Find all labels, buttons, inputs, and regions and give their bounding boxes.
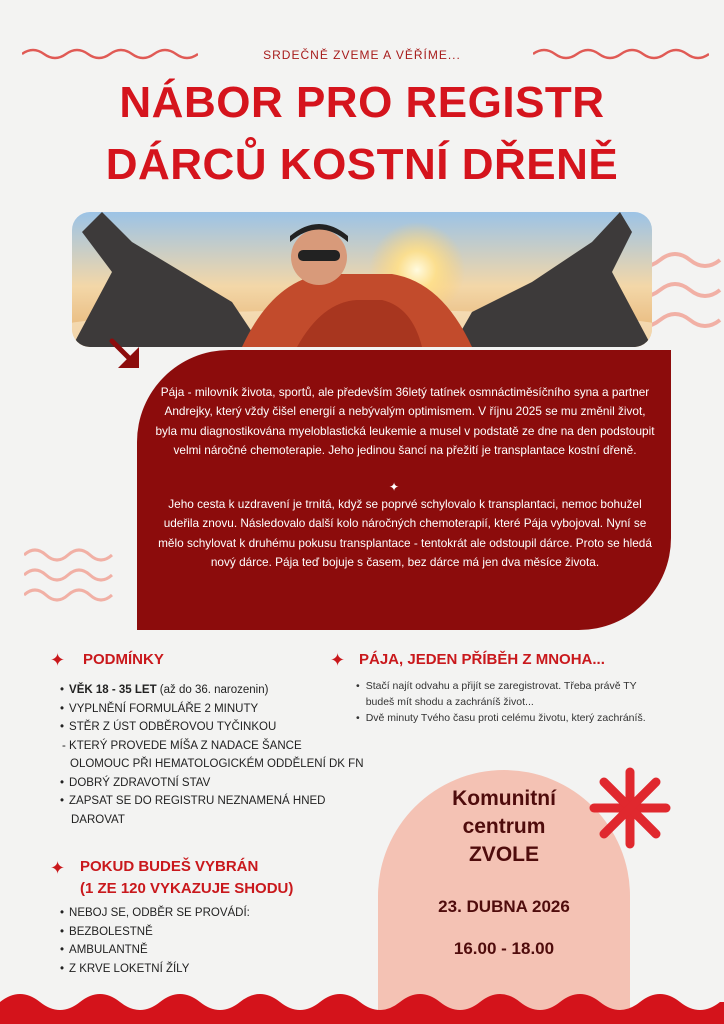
wave-decoration-icon xyxy=(0,980,724,1024)
list-item: • AMBULANTNĚ xyxy=(60,941,360,960)
conditions-heading: PODMÍNKY xyxy=(83,651,164,668)
list-note: OLOMOUC PŘI HEMATOLOGICKÉM ODDĚLENÍ DK FN xyxy=(70,758,364,770)
selected-heading-line1: POKUD BUDEŠ VYBRÁN xyxy=(80,858,259,875)
wave-decoration-icon xyxy=(24,545,114,607)
list-item: • Stačí najít odvahu a přijít se zaregistrovat. Třeba právě TY budeš mít shodu a zachráníš život... xyxy=(356,680,637,708)
sparkle-icon: ✦ xyxy=(389,480,400,494)
page-title-line2: DÁRCŮ KOSTNÍ DŘENĚ xyxy=(105,140,619,189)
selected-list xyxy=(60,904,360,978)
event-date: 23. DUBNA 2026 xyxy=(438,897,570,916)
story-side-heading: PÁJA, JEDEN PŘÍBĚH Z MNOHA... xyxy=(359,651,605,668)
sparkle-icon: ✦ xyxy=(50,858,66,878)
list-item: • NEBOJ SE, ODBĚR SE PROVÁDÍ: xyxy=(60,904,360,923)
list-item: • Z KRVE LOKETNÍ ŽÍLY xyxy=(60,960,360,979)
sparkle-icon: ✦ xyxy=(330,650,346,670)
page-title-line1: NÁBOR PRO REGISTR xyxy=(119,78,605,127)
event-time: 16.00 - 18.00 xyxy=(453,939,555,958)
story-paragraph-2: Jeho cesta k uzdravení je trnitá, když se poprvé schylovalo k transplantaci, nemoc bohužel udeřila znovu. Následovalo další kolo náročných chemoterapií, které Pája vybojoval. Nyní se mělo schylovat k druhému pokusu transplantace - tentokrát ale odstoupil dárce. Proto se hledá nový dárce. Pája teď bojuje s časem, bez dárce má jen dva měsíce života. xyxy=(158,497,652,570)
sparkle-icon: ✦ xyxy=(50,650,66,670)
list-item: • Dvě minuty Tvého času proti celému životu, který zachráníš. xyxy=(356,712,646,724)
age-requirement: VĚK 18 - 35 LET xyxy=(69,684,157,696)
story-box xyxy=(137,350,671,630)
list-item: • BEZBOLESTNĚ xyxy=(60,923,360,942)
list-item: • DOBRÝ ZDRAVOTNÍ STAV xyxy=(60,774,390,793)
story-paragraph-1: Pája - milovník života, sportů, ale především 36letý tatínek osmnáctiměsíčního syna a partner Andrejky, který vždy čišel energií a nebývalým optimismem. V říjnu 2025 se mu změnil život, byla mu diagnostikována myeloblastická leukemie a musel v podstatě ze dne na den podstoupit velmi náročné chemoterapie. Jeho jedinou šancí na přežití je transplantace kostní dřeně. xyxy=(155,385,655,458)
list-item: • VYPLNĚNÍ FORMULÁŘE 2 MINUTY xyxy=(60,700,390,719)
selected-heading xyxy=(80,856,293,900)
event-venue: Komunitní centrum ZVOLE xyxy=(452,787,556,866)
conditions-list xyxy=(60,681,390,829)
list-item: • ZAPSAT SE DO REGISTRU NEZNAMENÁ HNED xyxy=(60,792,390,811)
list-item: • STĚR Z ÚST ODBĚROVOU TYČINKOU xyxy=(60,718,390,737)
asterisk-burst-icon xyxy=(588,766,672,850)
tagline: SRDEČNĚ ZVEME A VĚŘÍME... xyxy=(263,48,461,62)
age-note: (až do 36. narozenin) xyxy=(156,684,269,696)
story-side-list xyxy=(356,678,666,726)
arrow-down-right-icon xyxy=(108,337,148,377)
list-note: - KTERÝ PROVEDE MÍŠA Z NADACE ŠANCE xyxy=(62,739,302,752)
selected-heading-line2: (1 ZE 120 VYKAZUJE SHODU) xyxy=(80,880,294,897)
list-item xyxy=(60,681,390,700)
list-item-cont: DAROVAT xyxy=(71,813,125,826)
hero-photo xyxy=(72,212,652,347)
